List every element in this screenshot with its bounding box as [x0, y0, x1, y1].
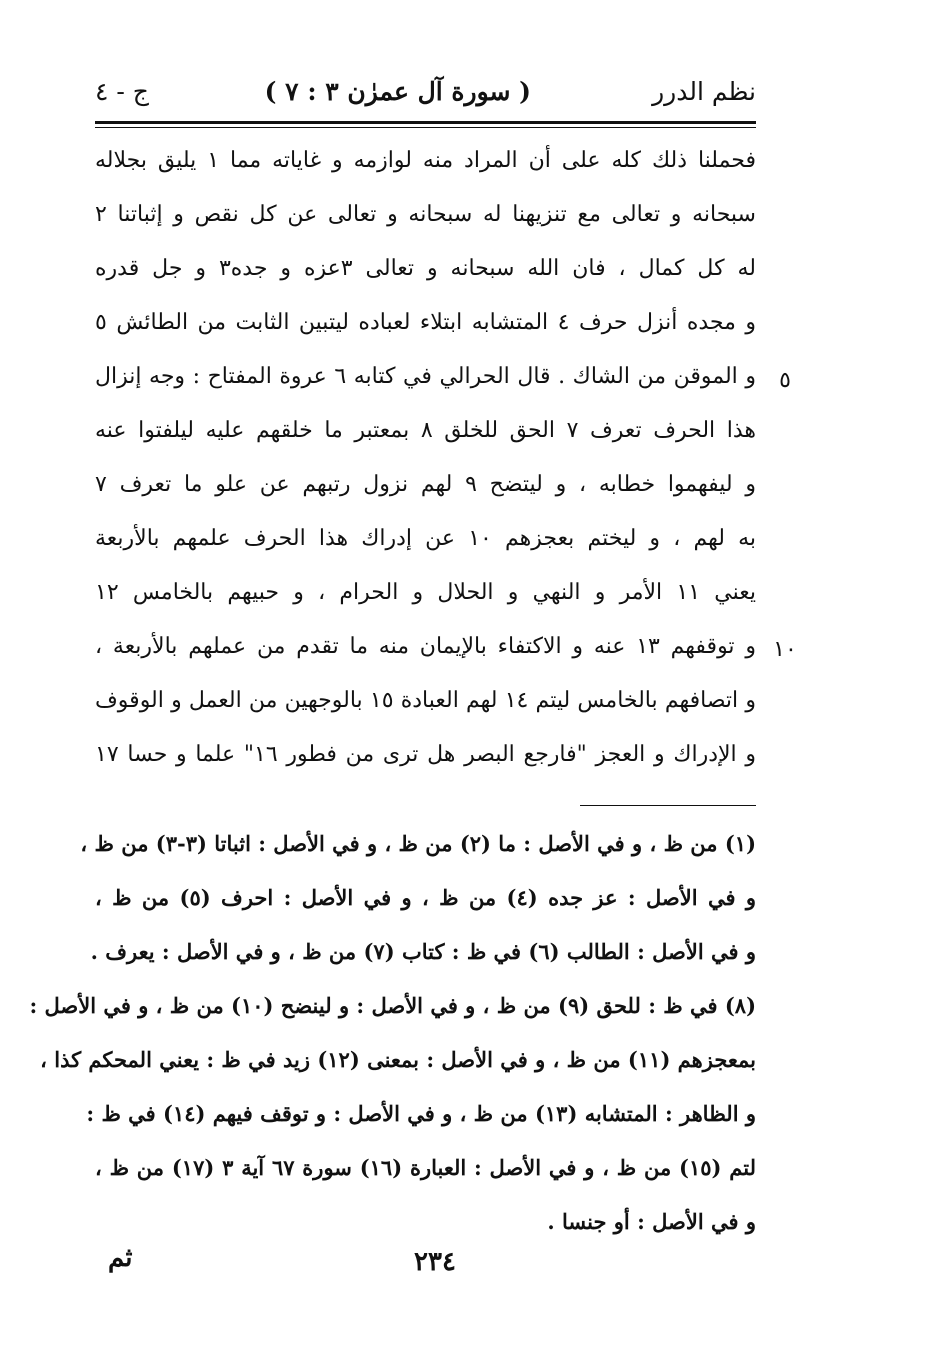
surah-reference: ( سورة آل عمرٰن ٣ : ٧ ) [264, 77, 531, 106]
running-header [95, 72, 756, 112]
text-line: يعني ١١ الأمر و النهي و الحلال و الحرام ، و حبيهم بالخامس ١٢ [95, 580, 756, 605]
text-line: فحملنا ذلك كله على أن المراد منه لوازمه و غاياته مما ١ يليق بجلاله [95, 148, 756, 173]
footnotes [29, 817, 756, 1249]
text-line: و الإدراك و العجز "فارجع البصر هل ترى من فطور ١٦" علما و حسا ١٧ [95, 742, 756, 767]
footnote-line: بمعجزهم (١١) من ظ ، و في الأصل : بمعنى (١٢) زيد في ظ : يعني المحكم كذا ، [40, 1047, 756, 1072]
line-marker-10: ١٠ [773, 637, 797, 662]
text-line: و توقفهم ١٣ عنه و الاكتفاء بالإيمان منه ما تقدم من عملهم بالأربعة ، [95, 634, 756, 659]
text-line: به لهم ، و ليختم بعجزهم ١٠ عن إدراك هذا الحرف علمهم بالأربعة [95, 526, 756, 551]
footnote-line: و في الأصل : أو جنسا . [547, 1209, 756, 1234]
footnote-line: (٨) في ظ : للحق (٩) من ظ ، و في الأصل : و لينضح (١٠) من ظ ، و في الأصل : [29, 993, 756, 1018]
book-title: نظم الدرر [652, 77, 756, 106]
text-line: سبحانه و تعالى مع تنزيهنا له سبحانه و تعالى عن كل نقص و إثباتنا ٢ [95, 202, 756, 227]
line-marker-5: ٥ [779, 368, 791, 393]
catchword: ثم [108, 1243, 133, 1273]
footnote-separator [580, 805, 756, 806]
page-number: ٢٣٤ [414, 1247, 456, 1277]
volume-number: ج - ٤ [95, 77, 149, 106]
footnote-line: و الظاهر : المتشابه (١٣) من ظ ، و في الأصل : و توقف فيهم (١٤) في ظ : [86, 1101, 756, 1126]
footnote-line: لتم (١٥) من ظ ، و في الأصل : العبارة (١٦) سورة ٦٧ آية ٣ (١٧) من ظ ، [95, 1155, 756, 1180]
header-rule-thin [95, 127, 756, 128]
text-line: و ليفهموا خطابه ، و ليتضح ٩ لهم نزول رتبهم عن علو ما تعرف ٧ [95, 472, 756, 497]
header-rule-thick [95, 121, 756, 124]
text-line: هذا الحرف تعرف ٧ الحق للخلق ٨ بمعتبر ما خلقهم عليه ليلفتوا عنه [95, 418, 756, 443]
footnote-line: و في الأصل : عز جده (٤) من ظ ، و في الأصل : احرف (٥) من ظ ، [95, 885, 756, 910]
text-line: و مجده أنزل حرف ٤ المتشابه ابتلاء لعباده ليتبين الثابت من الطائش ٥ [95, 310, 756, 335]
footnote-line: (١) من ظ ، و في الأصل : ما (٢) من ظ ، و في الأصل : اثباتا (٣-٣) من ظ ، [80, 831, 756, 856]
text-line: له كل كمال ، فان الله سبحانه و تعالى ٣عزه و جده٣ و جل قدره [95, 256, 756, 281]
text-line: و الموقن من الشاك . قال الحرالي في كتابه ٦ عروة المفتاح : وجه إنزال [95, 364, 756, 389]
text-line: و اتصافهم بالخامس ليتم ١٤ لهم العبادة ١٥ بالوجهين من العمل و الوقوف [95, 688, 756, 713]
footnote-line: و في الأصل : الطالب (٦) في ظ : كتاب (٧) من ظ ، و في الأصل : يعرف . [90, 939, 756, 964]
main-text [95, 134, 756, 782]
